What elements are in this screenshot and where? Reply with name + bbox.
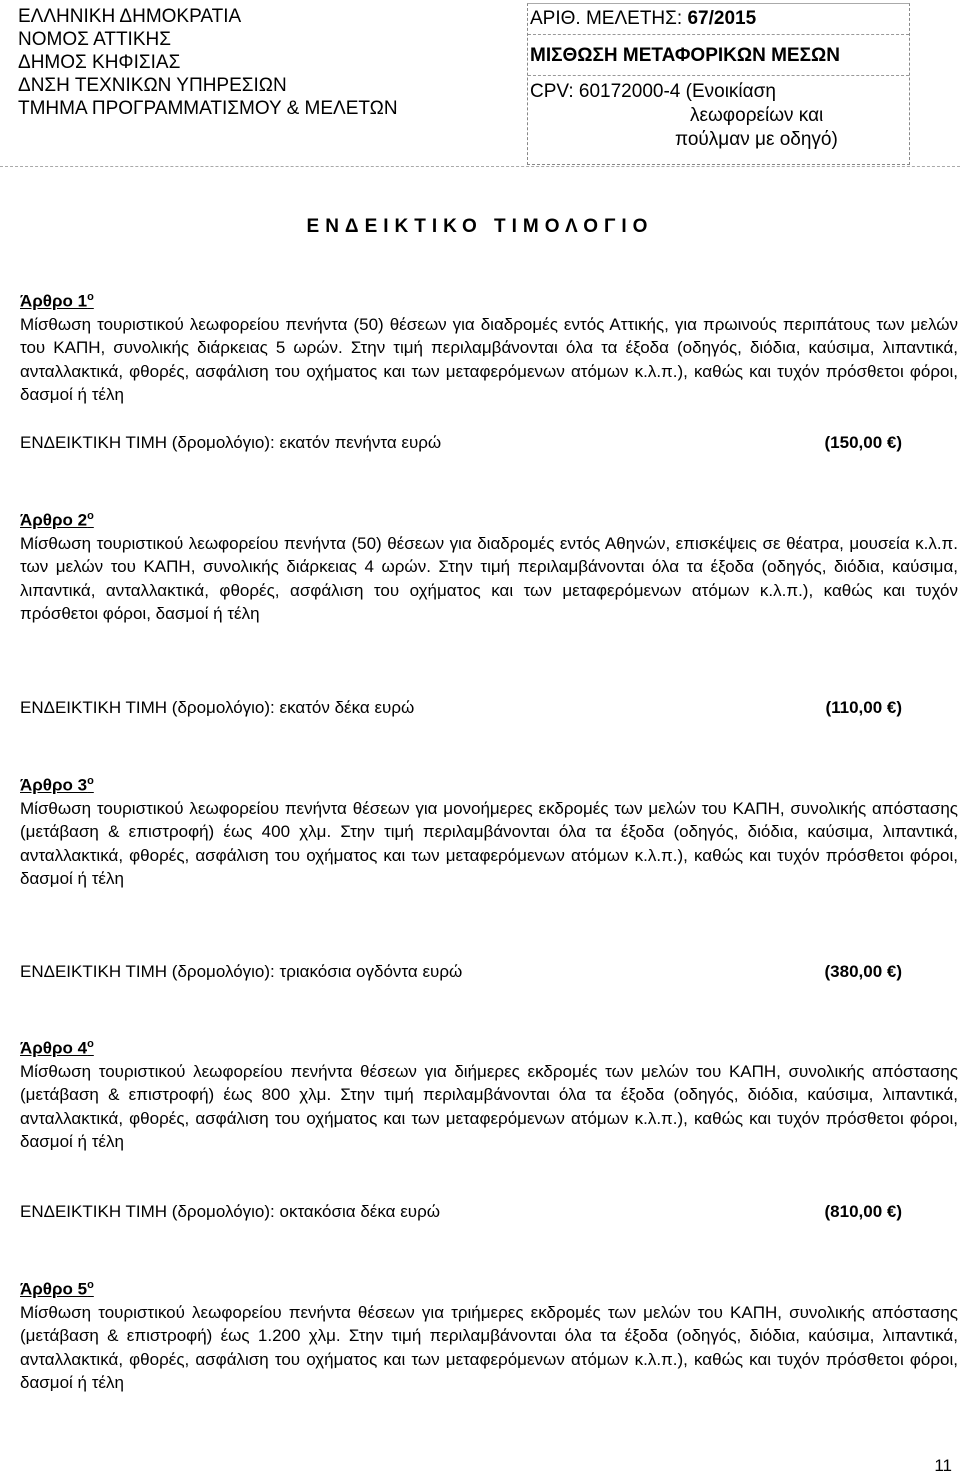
study-info-box bbox=[527, 3, 910, 165]
study-number-row bbox=[528, 4, 909, 35]
study-number: 67/2015 bbox=[687, 8, 757, 29]
cpv-line: λεωφορείων και bbox=[690, 105, 824, 126]
article-text: Μίσθωση τουριστικού λεωφορείου πενήντα θέσεων για μονοήμερες εκδρομές των μελών του ΚΑΠΗ, συνολικής απόστασης (μετάβαση & επιστροφή) έως 400 χλμ. Στην τιμή περιλαμβάνονται όλα τα έξοδα (οδηγός, διόδια, καύσιμα, λιπαντικά, ανταλλακτικά, φθορές, ασφάλιση του οχήματος και των μεταφερόμενων ατόμων κ.λ.π.), καθώς και τυχόν πρόσθετοι φόροι, δασμοί ή τέλη bbox=[20, 798, 958, 889]
price-amount: (380,00 €) bbox=[824, 962, 902, 981]
article-text: Μίσθωση τουριστικού λεωφορείου πενήντα (50) θέσεων για διαδρομές εντός Αθηνών, επισκέψεις σε θέατρα, μουσεία κ.λ.π. των μελών του ΚΑΠΗ, συνολικής διάρκειας 4 ωρών. Στην τιμή περιλαμβάνονται όλα τα έξοδα (οδηγός, διόδια, καύσιμα, λιπαντικά, ανταλλακτικά, φθορές, ασφάλιση του οχήματος και των μεταφερόμενων ατόμων κ.λ.π.), καθώς και τυχόν πρόσθετοι φόροι, δασμοί ή τέλη bbox=[20, 533, 958, 624]
project-title: ΜΙΣΘΩΣΗ ΜΕΤΑΦΟΡΙΚΩΝ ΜΕΣΩΝ bbox=[528, 35, 909, 76]
study-number-label: ΑΡΙΘ. ΜΕΛΕΤΗΣ: bbox=[530, 8, 683, 29]
article-3 bbox=[20, 770, 958, 891]
price-row-4 bbox=[20, 1202, 902, 1222]
article-4 bbox=[20, 1033, 958, 1154]
price-row-3 bbox=[20, 962, 902, 982]
issuer-block bbox=[18, 5, 478, 120]
price-text: ΕΝΔΕΙΚΤΙΚΗ ΤΙΜΗ (δρομολόγιο): τριακόσια ογδόντα ευρώ bbox=[20, 962, 463, 981]
cpv-line: CPV: 60172000-4 (Ενοικίαση bbox=[530, 81, 776, 102]
issuer-line: ΤΜΗΜΑ ΠΡΟΓΡΑΜΜΑΤΙΣΜΟΥ & ΜΕΛΕΤΩΝ bbox=[18, 98, 398, 119]
header-divider bbox=[0, 166, 960, 167]
article-1 bbox=[20, 286, 958, 407]
document-title: ΕΝΔΕΙΚΤΙΚΟ ΤΙΜΟΛΟΓΙΟ bbox=[306, 216, 654, 237]
article-text: Μίσθωση τουριστικού λεωφορείου πενήντα (50) θέσεων για διαδρομές εντός Αττικής, για πρωινούς περιπάτους των μελών του ΚΑΠΗ, συνολικής διάρκειας 5 ωρών. Στην τιμή περιλαμβάνονται όλα τα έξοδα (οδηγός, διόδια, καύσιμα, λιπαντικά, ανταλλακτικά, φθορές, ασφάλιση του οχήματος και των μεταφερόμενων ατόμων κ.λ.π.), καθώς και τυχόν πρόσθετοι φόροι, δασμοί ή τέλη bbox=[20, 314, 958, 405]
price-text: ΕΝΔΕΙΚΤΙΚΗ ΤΙΜΗ (δρομολόγιο): εκατόν δέκα ευρώ bbox=[20, 698, 415, 717]
article-heading: Άρθρο $1^o$ bbox=[20, 291, 94, 311]
price-amount: (810,00 €) bbox=[824, 1202, 902, 1221]
article-heading: Άρθρο $3^o$ bbox=[20, 775, 94, 795]
article-5 bbox=[20, 1274, 958, 1395]
price-text: ΕΝΔΕΙΚΤΙΚΗ ΤΙΜΗ (δρομολόγιο): οκτακόσια δέκα ευρώ bbox=[20, 1202, 441, 1221]
page-number: 11 bbox=[934, 1456, 952, 1475]
cpv-block bbox=[528, 76, 909, 156]
article-heading: Άρθρο $5^o$ bbox=[20, 1279, 94, 1299]
article-heading: Άρθρο $4^o$ bbox=[20, 1038, 94, 1058]
article-text: Μίσθωση τουριστικού λεωφορείου πενήντα θέσεων για τριήμερες εκδρομές των μελών του ΚΑΠΗ, συνολικής απόστασης (μετάβαση & επιστροφή) έως 1.200 χλμ. Στην τιμή περιλαμβάνονται όλα τα έξοδα (οδηγός, διόδια, καύσιμα, λιπαντικά, ανταλλακτικά, φθορές, ασφάλιση του οχήματος και των μεταφερόμενων ατόμων κ.λ.π.), καθώς και τυχόν πρόσθετοι φόροι, δασμοί ή τέλη bbox=[20, 1302, 958, 1393]
article-2 bbox=[20, 505, 958, 626]
price-row-2 bbox=[20, 698, 902, 718]
price-amount: (110,00 €) bbox=[825, 698, 902, 717]
cpv-line: πούλμαν με οδηγό) bbox=[675, 129, 838, 150]
price-amount: (150,00 €) bbox=[824, 433, 902, 452]
article-heading: Άρθρο $2^o$ bbox=[20, 510, 94, 530]
issuer-line: ΕΛΛΗΝΙΚΗ ΔΗΜΟΚΡΑΤΙΑ bbox=[18, 6, 242, 27]
issuer-line: ΔΗΜΟΣ ΚΗΦΙΣΙΑΣ bbox=[18, 52, 181, 73]
price-text: ΕΝΔΕΙΚΤΙΚΗ ΤΙΜΗ (δρομολόγιο): εκατόν πενήντα ευρώ bbox=[20, 433, 442, 452]
issuer-line: ΝΟΜΟΣ ΑΤΤΙΚΗΣ bbox=[18, 29, 171, 50]
article-text: Μίσθωση τουριστικού λεωφορείου πενήντα θέσεων για διήμερες εκδρομές των μελών του ΚΑΠΗ, συνολικής απόστασης (μετάβαση & επιστροφή) έως 800 χλμ. Στην τιμή περιλαμβάνονται όλα τα έξοδα (οδηγός, διόδια, καύσιμα, λιπαντικά, ανταλλακτικά, φθορές, ασφάλιση του οχήματος και των μεταφερόμενων ατόμων κ.λ.π.), καθώς και τυχόν πρόσθετοι φόροι, δασμοί ή τέλη bbox=[20, 1061, 958, 1152]
price-row-1 bbox=[20, 433, 902, 453]
issuer-line: ΔΝΣΗ ΤΕΧΝΙΚΩΝ ΥΠΗΡΕΣΙΩΝ bbox=[18, 75, 287, 96]
